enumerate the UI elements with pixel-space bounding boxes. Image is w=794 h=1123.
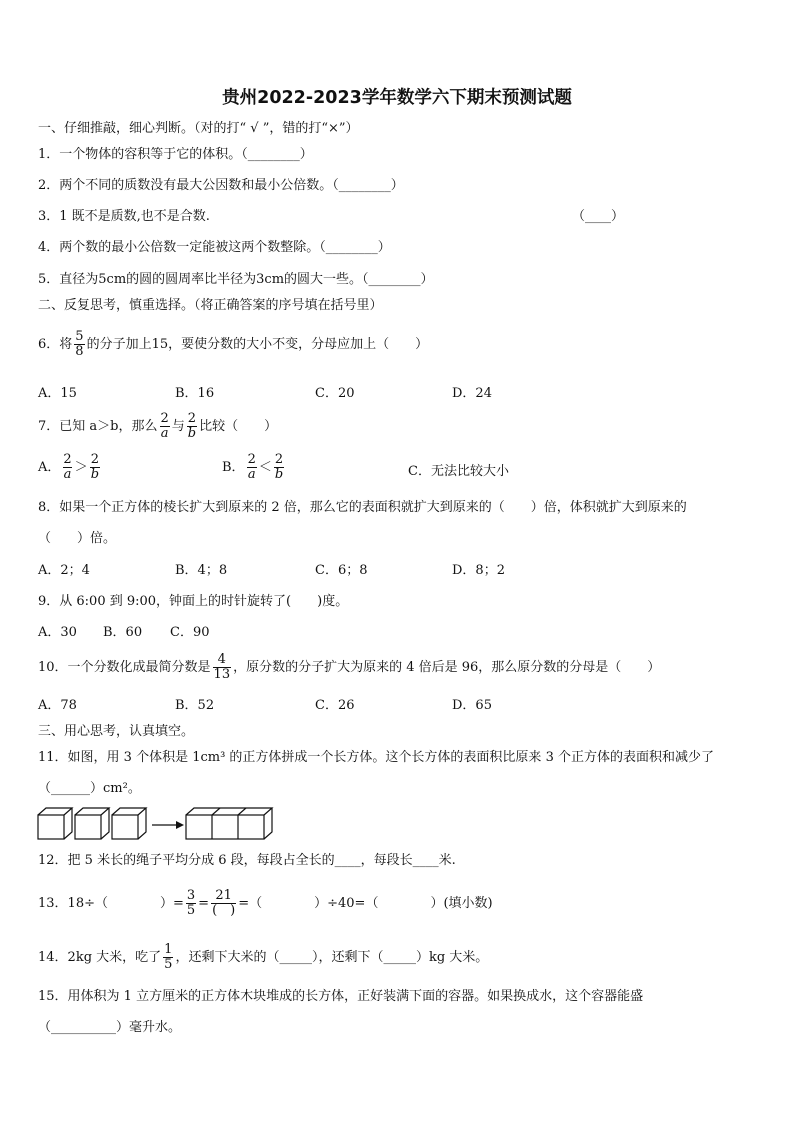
q6-option-c: C．20	[315, 386, 355, 401]
question-13-prefix: 13．18÷（ ）=	[38, 895, 184, 911]
fraction-denominator: ( )	[212, 902, 236, 918]
variable-b: b	[187, 425, 197, 441]
fraction-5-8	[74, 330, 84, 358]
question-11-line-2: （______）cm²。	[38, 781, 141, 796]
fraction-numerator: 2	[90, 452, 99, 467]
q6-option-b: B．16	[175, 386, 215, 401]
q9-option-b: B．60	[103, 625, 143, 640]
q8-option-b: B．4；8	[175, 563, 228, 578]
q6-option-a: A．15	[38, 386, 77, 401]
question-11-line-1: 11．如图，用 3 个体积是 1cm³ 的正方体拼成一个长方体。这个长方体的表面积比原来 3 个正方体的表面积和减少了	[38, 750, 714, 765]
fraction-denominator: 13	[213, 666, 231, 682]
q8-option-c: C．6；8	[315, 563, 368, 578]
fraction-numerator: 2	[160, 411, 169, 426]
question-2: 2．两个不同的质数没有最大公因数和最小公倍数。（________）	[38, 178, 404, 193]
question-8-line-1: 8．如果一个正方体的棱长扩大到原来的 2 倍，那么它的表面积就扩大到原来的（ ）倍，体积就扩大到原来的	[38, 500, 687, 515]
fraction-denominator	[90, 467, 100, 482]
question-14-suffix: ，还剩下大米的（_____），还剩下（_____）kg 大米。	[175, 949, 489, 965]
fraction-denominator: 5	[164, 956, 173, 972]
q7-option-a	[38, 453, 102, 481]
question-4: 4．两个数的最小公倍数一定能被这两个数整除。（________）	[38, 240, 391, 255]
q10-option-d: D．65	[452, 698, 492, 713]
question-13-suffix: =（ ）÷40=（ ）(填小数)	[238, 895, 493, 911]
single-cube-3	[112, 808, 146, 839]
page-title: 贵州2022-2023学年数学六下期末预测试题	[222, 88, 572, 108]
fraction-denominator: 8	[75, 343, 84, 359]
fraction-2-b	[187, 412, 197, 440]
q10-option-a: A．78	[38, 698, 77, 713]
variable-b: b	[90, 466, 100, 482]
fraction-2-b	[90, 453, 100, 481]
section-2-heading: 二、反复思考，慎重选择。（将正确答案的序号填在括号里）	[38, 298, 383, 313]
cuboid-shape	[186, 808, 272, 839]
q9-option-c: C．90	[170, 625, 210, 640]
variable-b: b	[274, 466, 284, 482]
section-3-heading: 三、用心思考，认真填空。	[38, 724, 195, 739]
question-12: 12．把 5 米长的绳子平均分成 6 段，每段占全长的____，每段长____米.	[38, 853, 456, 868]
less-than-sign: ＜	[258, 459, 272, 475]
fraction-numerator: 2	[187, 411, 197, 426]
question-1: 1．一个物体的容积等于它的体积。（________）	[38, 147, 313, 162]
fraction-2-a	[159, 412, 169, 440]
variable-a: a	[247, 466, 256, 482]
fraction-3-5	[186, 889, 196, 917]
fraction-2-a	[247, 453, 257, 481]
q7-option-c: C．无法比较大小	[408, 464, 509, 479]
fraction-numerator: 21	[215, 888, 232, 903]
question-14-prefix: 14．2kg 大米，吃了	[38, 949, 162, 965]
option-label: B．	[222, 459, 245, 475]
q7-option-b	[222, 453, 286, 481]
question-10-suffix: ，原分数的分子扩大为原来的 4 倍后是 96，那么原分数的分母是（ ）	[233, 659, 661, 675]
question-7-prefix: 7．已知 a＞b，那么	[38, 418, 158, 434]
fraction-2-b	[274, 453, 284, 481]
fraction-2-a	[62, 453, 72, 481]
question-7-mid: 与	[171, 418, 185, 434]
option-label: A．	[38, 459, 61, 475]
question-10-prefix: 10．一个分数化成最简分数是	[38, 659, 211, 675]
equals-sign: =	[198, 895, 210, 911]
fraction-numerator: 3	[186, 888, 196, 903]
q10-option-c: C．26	[315, 698, 355, 713]
question-6-prefix: 6．将	[38, 336, 73, 352]
question-3: 3．1 既不是质数,也不是合数.	[38, 209, 210, 224]
fraction-denominator	[247, 467, 257, 482]
fraction-numerator: 5	[75, 329, 84, 344]
greater-than-sign: ＞	[74, 459, 88, 475]
question-10	[38, 653, 660, 681]
fraction-denominator	[274, 467, 284, 482]
fraction-1-5	[163, 943, 173, 971]
question-13	[38, 889, 493, 917]
question-15-line-1: 15．用体积为 1 立方厘米的正方体木块堆成的长方体，正好装满下面的容器。如果换成水，这个容器能盛	[38, 989, 644, 1004]
fraction-numerator: 2	[247, 452, 256, 467]
question-15-line-2: （__________）毫升水。	[38, 1020, 182, 1035]
fraction-numerator: 2	[63, 452, 72, 467]
single-cube-2	[75, 808, 109, 839]
fraction-4-13	[213, 653, 232, 681]
arrow-right-icon	[152, 821, 184, 829]
single-cube-1	[38, 808, 72, 839]
q8-option-a: A．2；4	[38, 563, 90, 578]
fraction-21-blank	[211, 889, 236, 917]
q10-option-b: B．52	[175, 698, 215, 713]
question-7	[38, 412, 277, 440]
fraction-numerator: 1	[164, 942, 173, 957]
fraction-denominator: 5	[186, 902, 196, 918]
variable-a: a	[63, 466, 72, 482]
section-1-heading: 一、仔细推敲，细心判断。（对的打“ √ ”，错的打“×”）	[38, 121, 359, 136]
fraction-numerator: 2	[274, 452, 284, 467]
question-3-blank: （____）	[572, 209, 625, 224]
q8-option-d: D．8；2	[452, 563, 505, 578]
question-8-line-2: （ ）倍。	[38, 531, 117, 546]
question-5: 5．直径为5cm的圆的圆周率比半径为3cm的圆大一些。（________）	[38, 272, 434, 287]
fraction-numerator: 4	[217, 652, 226, 667]
fraction-denominator	[160, 426, 170, 441]
question-7-suffix: 比较（ ）	[199, 418, 278, 434]
question-6	[38, 330, 428, 358]
q6-option-d: D．24	[452, 386, 492, 401]
question-14	[38, 943, 488, 971]
cubes-figure	[36, 805, 276, 843]
fraction-denominator	[187, 426, 197, 441]
fraction-denominator	[63, 467, 73, 482]
question-9: 9．从 6:00 到 9:00，钟面上的时针旋转了( )度。	[38, 594, 349, 609]
variable-a: a	[160, 425, 169, 441]
q9-option-a: A．30	[38, 625, 77, 640]
question-6-suffix: 的分子加上15，要使分数的大小不变，分母应加上（ ）	[86, 336, 429, 352]
